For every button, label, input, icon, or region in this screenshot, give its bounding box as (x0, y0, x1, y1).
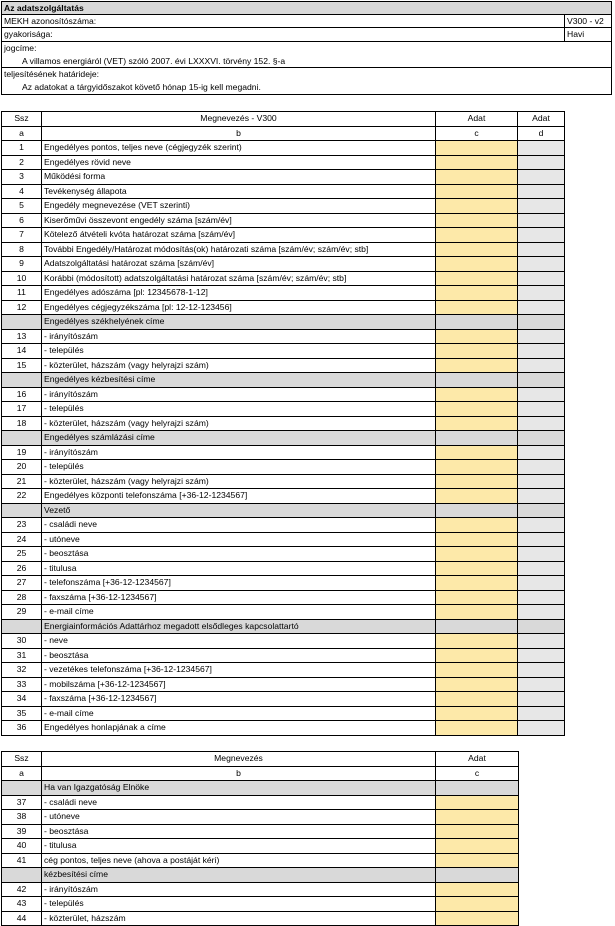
row-number: 10 (2, 271, 42, 286)
data-extra-cell[interactable] (518, 445, 565, 460)
data-input-cell[interactable] (436, 213, 518, 228)
row-label: - irányítószám (42, 329, 436, 344)
row-number: 8 (2, 242, 42, 257)
frequency-row (2, 28, 611, 41)
data-extra-cell[interactable] (518, 489, 565, 504)
data-extra-cell[interactable] (518, 329, 565, 344)
table-row (2, 882, 519, 897)
data-input-cell[interactable] (436, 387, 518, 402)
table-row (2, 810, 519, 825)
row-number: 42 (2, 882, 42, 897)
row-label: Kötelező átvételi kvóta határozat száma [szám/év] (42, 228, 436, 243)
data-input-cell (436, 431, 518, 446)
row-number: 38 (2, 810, 42, 825)
column-header: Adat (518, 112, 565, 127)
data-extra-cell (518, 503, 565, 518)
frequency-label: gyakorisága: (4, 29, 53, 40)
data-extra-cell[interactable] (518, 199, 565, 214)
column-letter: c (436, 766, 519, 781)
row-number: 24 (2, 532, 42, 547)
section-row (2, 868, 519, 883)
data-input-cell[interactable] (436, 155, 518, 170)
row-label: - település (42, 344, 436, 359)
section-row (2, 619, 565, 634)
row-label: Engedélyes adószáma [pl: 12345678-1-12] (42, 286, 436, 301)
row-number: 19 (2, 445, 42, 460)
data-input-cell[interactable] (436, 257, 518, 272)
row-label: Engedélyes számlázási címe (42, 431, 436, 446)
row-label: Engedélyes honlapjának a címe (42, 721, 436, 736)
data-input-cell[interactable] (436, 897, 519, 912)
table-row (2, 460, 565, 475)
data-extra-cell[interactable] (518, 184, 565, 199)
section-row (2, 431, 565, 446)
data-extra-cell[interactable] (518, 344, 565, 359)
table-row (2, 663, 565, 678)
data-extra-cell[interactable] (518, 663, 565, 678)
data-extra-cell (518, 373, 565, 388)
table-row (2, 911, 519, 926)
row-number: 3 (2, 170, 42, 185)
data-input-cell[interactable] (436, 170, 518, 185)
table-row (2, 141, 565, 156)
data-input-cell[interactable] (436, 721, 518, 736)
mekh-id-value: V300 - v2 (564, 15, 613, 27)
table-row (2, 532, 565, 547)
row-label: - titulusa (42, 561, 436, 576)
data-input-cell (436, 503, 518, 518)
column-letter: a (2, 766, 42, 781)
data-input-cell (436, 619, 518, 634)
data-input-cell[interactable] (436, 286, 518, 301)
data-extra-cell[interactable] (518, 706, 565, 721)
table-row (2, 897, 519, 912)
table-row (2, 721, 565, 736)
row-label: kézbesítési címe (42, 868, 436, 883)
column-header: Megnevezés - V300 (42, 112, 436, 127)
data-extra-cell[interactable] (518, 242, 565, 257)
table-row (2, 257, 565, 272)
row-number (2, 503, 42, 518)
data-input-cell[interactable] (436, 358, 518, 373)
row-number: 39 (2, 824, 42, 839)
data-input-cell[interactable] (436, 300, 518, 315)
row-label: - neve (42, 634, 436, 649)
row-label: Engedélyes kézbesítési címe (42, 373, 436, 388)
row-label: - közterület, házszám (vagy helyrajzi szám) (42, 358, 436, 373)
row-number: 28 (2, 590, 42, 605)
row-label: Engedély megnevezése (VET szerinti) (42, 199, 436, 214)
jogcim-text: A villamos energiáról (VET) szóló 2007. évi LXXXVI. törvény 152. §-a (2, 55, 611, 68)
data-extra-cell[interactable] (518, 141, 565, 156)
row-label: Engedélyes rövid neve (42, 155, 436, 170)
table-row (2, 839, 519, 854)
row-number: 35 (2, 706, 42, 721)
jogcim-label: jogcíme: (4, 42, 37, 53)
frequency-value: Havi (564, 28, 613, 40)
column-letter: c (436, 126, 518, 141)
data-extra-cell[interactable] (518, 692, 565, 707)
row-number (2, 619, 42, 634)
row-number (2, 781, 42, 796)
data-input-cell (436, 868, 519, 883)
table-row (2, 561, 565, 576)
data-input-cell[interactable] (436, 489, 518, 504)
row-label: - irányítószám (42, 387, 436, 402)
deadline-label: teljesítésének határideje: (4, 68, 100, 79)
row-label: Korábbi (módosított) adatszolgáltatási határozat száma [szám/év; szám/év; stb] (42, 271, 436, 286)
data-input-cell[interactable] (436, 242, 518, 257)
data-extra-cell[interactable] (518, 257, 565, 272)
row-label: Adatszolgáltatási határozat száma [szám/év] (42, 257, 436, 272)
row-label: - e-mail címe (42, 706, 436, 721)
section-row (2, 503, 565, 518)
data-input-cell[interactable] (436, 561, 518, 576)
table-row (2, 329, 565, 344)
row-number (2, 431, 42, 446)
data-input-cell[interactable] (436, 692, 518, 707)
data-input-cell[interactable] (436, 344, 518, 359)
row-label: - faxszáma [+36-12-1234567] (42, 692, 436, 707)
row-label: - irányítószám (42, 445, 436, 460)
column-header: Adat (436, 752, 519, 767)
row-number: 22 (2, 489, 42, 504)
data-input-cell[interactable] (436, 677, 518, 692)
table-row (2, 634, 565, 649)
data-input-cell[interactable] (436, 199, 518, 214)
data-extra-cell[interactable] (518, 286, 565, 301)
table-row (2, 271, 565, 286)
data-input-cell[interactable] (436, 445, 518, 460)
row-number: 30 (2, 634, 42, 649)
row-number: 21 (2, 474, 42, 489)
subheader-row (2, 766, 519, 781)
data-input-cell (436, 781, 519, 796)
row-number: 29 (2, 605, 42, 620)
data-input-cell[interactable] (436, 911, 519, 926)
table-row (2, 228, 565, 243)
row-label: - közterület, házszám (42, 911, 436, 926)
row-number: 9 (2, 257, 42, 272)
row-number: 27 (2, 576, 42, 591)
table-row (2, 547, 565, 562)
row-number: 34 (2, 692, 42, 707)
row-label: - település (42, 402, 436, 417)
data-extra-cell[interactable] (518, 460, 565, 475)
header-title: Az adatszolgáltatás (2, 2, 611, 15)
table-row (2, 648, 565, 663)
row-number: 15 (2, 358, 42, 373)
data-input-cell[interactable] (436, 634, 518, 649)
row-number: 17 (2, 402, 42, 417)
row-number: 40 (2, 839, 42, 854)
row-number: 18 (2, 416, 42, 431)
row-label: - családi neve (42, 518, 436, 533)
data-extra-cell[interactable] (518, 576, 565, 591)
table-row (2, 474, 565, 489)
header-row (2, 752, 519, 767)
main-data-table (1, 111, 565, 736)
table-row (2, 184, 565, 199)
data-input-cell[interactable] (436, 474, 518, 489)
row-number: 33 (2, 677, 42, 692)
data-input-cell[interactable] (436, 460, 518, 475)
data-input-cell[interactable] (436, 605, 518, 620)
table-row (2, 706, 565, 721)
column-letter: b (42, 766, 436, 781)
data-input-cell[interactable] (436, 648, 518, 663)
data-input-cell[interactable] (436, 141, 518, 156)
table-row (2, 518, 565, 533)
row-number: 1 (2, 141, 42, 156)
data-input-cell[interactable] (436, 576, 518, 591)
data-extra-cell[interactable] (518, 518, 565, 533)
table-row (2, 387, 565, 402)
row-label: Tevékenység állapota (42, 184, 436, 199)
row-number: 26 (2, 561, 42, 576)
data-extra-cell[interactable] (518, 300, 565, 315)
row-label: Energiainformációs Adattárhoz megadott elsődleges kapcsolattartó (42, 619, 436, 634)
table-row (2, 286, 565, 301)
data-extra-cell[interactable] (518, 170, 565, 185)
table-row (2, 445, 565, 460)
data-extra-cell[interactable] (518, 213, 565, 228)
data-extra-cell[interactable] (518, 590, 565, 605)
row-label: - titulusa (42, 839, 436, 854)
data-extra-cell[interactable] (518, 677, 565, 692)
row-label: - telefonszáma [+36-12-1234567] (42, 576, 436, 591)
column-letter: d (518, 126, 565, 141)
row-number: 7 (2, 228, 42, 243)
data-extra-cell[interactable] (518, 416, 565, 431)
data-input-cell[interactable] (436, 416, 518, 431)
table-row (2, 824, 519, 839)
data-extra-cell[interactable] (518, 387, 565, 402)
table-row (2, 242, 565, 257)
data-extra-cell[interactable] (518, 721, 565, 736)
data-input-cell[interactable] (436, 329, 518, 344)
row-label: - közterület, házszám (vagy helyrajzi szám) (42, 474, 436, 489)
row-label: Kiserőművi összevont engedély száma [szám/év] (42, 213, 436, 228)
row-number (2, 315, 42, 330)
info-header (1, 1, 612, 95)
table-row (2, 605, 565, 620)
data-input-cell[interactable] (436, 839, 519, 854)
table-row (2, 344, 565, 359)
table-row (2, 402, 565, 417)
data-extra-cell (518, 431, 565, 446)
row-label: - beosztása (42, 824, 436, 839)
table-row (2, 416, 565, 431)
row-label: Engedélyes székhelyének címe (42, 315, 436, 330)
data-input-cell[interactable] (436, 706, 518, 721)
row-number: 5 (2, 199, 42, 214)
table-row (2, 795, 519, 810)
data-extra-cell[interactable] (518, 402, 565, 417)
row-label: Engedélyes pontos, teljes neve (cégjegyzék szerint) (42, 141, 436, 156)
row-number: 25 (2, 547, 42, 562)
table-row (2, 853, 519, 868)
row-label: - e-mail címe (42, 605, 436, 620)
data-input-cell[interactable] (436, 663, 518, 678)
row-number: 6 (2, 213, 42, 228)
column-header: Ssz (2, 112, 42, 127)
row-label: Működési forma (42, 170, 436, 185)
row-number: 20 (2, 460, 42, 475)
data-extra-cell[interactable] (518, 605, 565, 620)
row-number: 11 (2, 286, 42, 301)
data-input-cell[interactable] (436, 518, 518, 533)
data-input-cell[interactable] (436, 882, 519, 897)
row-number: 43 (2, 897, 42, 912)
row-label: - vezetékes telefonszáma [+36-12-1234567] (42, 663, 436, 678)
row-label: Ha van Igazgatóság Elnöke (42, 781, 436, 796)
section-row (2, 315, 565, 330)
data-extra-cell[interactable] (518, 155, 565, 170)
data-extra-cell[interactable] (518, 648, 565, 663)
table-row (2, 199, 565, 214)
table-row (2, 300, 565, 315)
data-extra-cell[interactable] (518, 271, 565, 286)
deadline-text: Az adatokat a tárgyidőszakot követő hónap 15-ig kell megadni. (22, 82, 261, 93)
row-label: - családi neve (42, 795, 436, 810)
data-input-cell[interactable] (436, 853, 519, 868)
row-number: 12 (2, 300, 42, 315)
row-number: 44 (2, 911, 42, 926)
data-input-cell (436, 373, 518, 388)
data-extra-cell[interactable] (518, 547, 565, 562)
row-label: Engedélyes cégjegyzékszáma [pl: 12-12-123456] (42, 300, 436, 315)
data-extra-cell[interactable] (518, 561, 565, 576)
data-input-cell[interactable] (436, 547, 518, 562)
table-row (2, 358, 565, 373)
row-label: - település (42, 897, 436, 912)
data-extra-cell[interactable] (518, 532, 565, 547)
column-letter: a (2, 126, 42, 141)
row-label: - faxszáma [+36-12-1234567] (42, 590, 436, 605)
row-label: - beosztása (42, 547, 436, 562)
row-label: További Engedély/Határozat módosítás(ok) határozati száma [szám/év; szám/év; stb] (42, 242, 436, 257)
row-number: 13 (2, 329, 42, 344)
data-input-cell[interactable] (436, 184, 518, 199)
data-input-cell[interactable] (436, 402, 518, 417)
mekh-id-row (2, 15, 611, 28)
data-input-cell[interactable] (436, 228, 518, 243)
row-label: - település (42, 460, 436, 475)
row-number: 2 (2, 155, 42, 170)
data-input-cell[interactable] (436, 532, 518, 547)
data-extra-cell[interactable] (518, 358, 565, 373)
column-header: Ssz (2, 752, 42, 767)
row-label: - irányítószám (42, 882, 436, 897)
data-extra-cell[interactable] (518, 228, 565, 243)
row-number: 31 (2, 648, 42, 663)
subheader-row (2, 126, 565, 141)
column-header: Megnevezés (42, 752, 436, 767)
row-number: 16 (2, 387, 42, 402)
table-row (2, 213, 565, 228)
row-label: Engedélyes központi telefonszáma [+36-12-1234567] (42, 489, 436, 504)
row-number (2, 373, 42, 388)
table-row (2, 677, 565, 692)
row-number: 36 (2, 721, 42, 736)
row-number: 41 (2, 853, 42, 868)
row-number: 23 (2, 518, 42, 533)
row-label: - beosztása (42, 648, 436, 663)
data-extra-cell[interactable] (518, 474, 565, 489)
section-row (2, 373, 565, 388)
row-label: - közterület, házszám (vagy helyrajzi szám) (42, 416, 436, 431)
mekh-id-label: MEKH azonosítószáma: (4, 16, 97, 27)
data-input-cell[interactable] (436, 810, 519, 825)
data-input-cell[interactable] (436, 824, 519, 839)
data-input-cell[interactable] (436, 795, 519, 810)
data-extra-cell[interactable] (518, 634, 565, 649)
column-letter: b (42, 126, 436, 141)
table-row (2, 692, 565, 707)
row-number: 14 (2, 344, 42, 359)
table-row (2, 576, 565, 591)
section-row (2, 781, 519, 796)
table-row (2, 590, 565, 605)
data-input-cell[interactable] (436, 590, 518, 605)
chairman-data-table (1, 751, 519, 926)
data-input-cell (436, 315, 518, 330)
row-label: - mobilszáma [+36-12-1234567] (42, 677, 436, 692)
row-label: - utóneve (42, 810, 436, 825)
table-row (2, 489, 565, 504)
header-row (2, 112, 565, 127)
data-extra-cell (518, 315, 565, 330)
row-label: - utóneve (42, 532, 436, 547)
row-label: cég pontos, teljes neve (ahova a postáját kéri) (42, 853, 436, 868)
data-extra-cell (518, 619, 565, 634)
row-label: Vezető (42, 503, 436, 518)
row-number: 32 (2, 663, 42, 678)
row-number: 4 (2, 184, 42, 199)
row-number (2, 868, 42, 883)
data-input-cell[interactable] (436, 271, 518, 286)
column-header: Adat (436, 112, 518, 127)
table-row (2, 170, 565, 185)
table-row (2, 155, 565, 170)
row-number: 37 (2, 795, 42, 810)
